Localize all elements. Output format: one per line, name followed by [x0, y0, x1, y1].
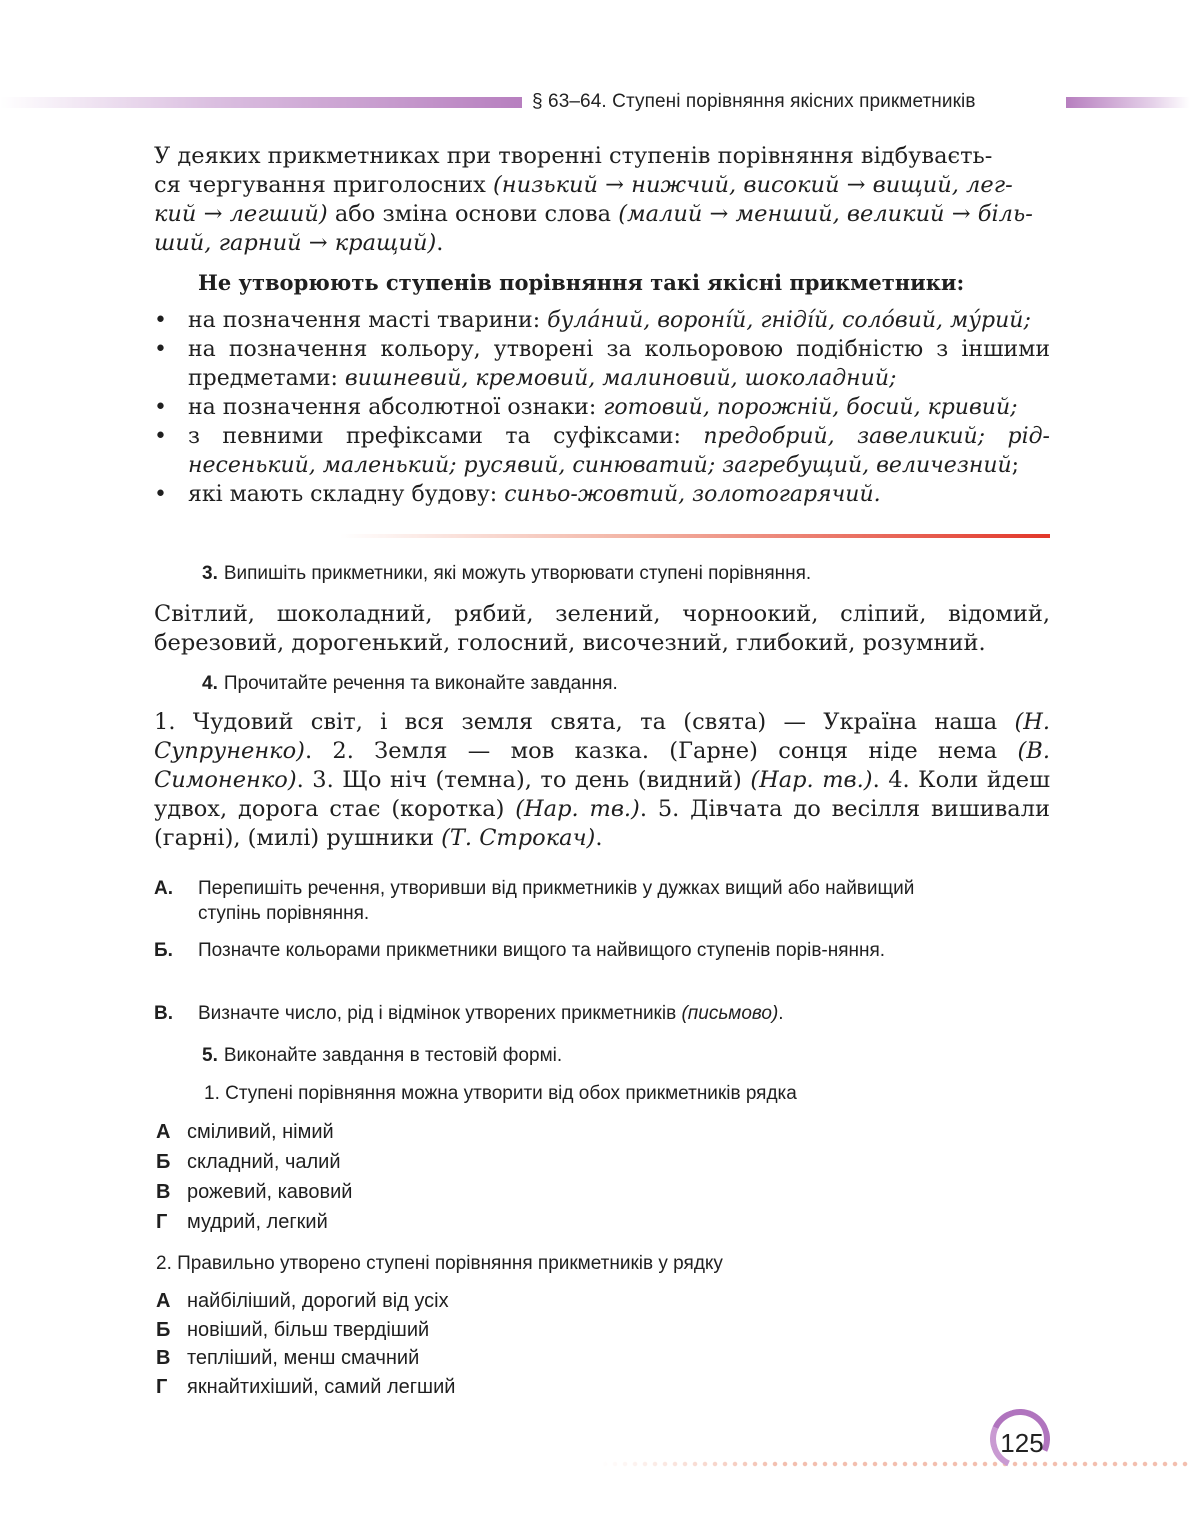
- intro-text: або зміна основи слова: [327, 201, 619, 227]
- option-text: рожевий, кавовий: [187, 1181, 353, 1203]
- subtask-letter: Б.: [154, 940, 173, 961]
- test-question-2: 2. Правильно утворено ступені порівняння прикметників у рядку: [156, 1253, 723, 1274]
- option-letter: Г: [156, 1211, 168, 1233]
- bullet-text: ;: [1011, 453, 1020, 478]
- bullet-item: [150, 335, 1050, 393]
- intro-examples: (низький → нижчий, високий → вищий, лег-: [493, 172, 1013, 198]
- intro-line-2: [154, 171, 1050, 200]
- option-letter: Б: [156, 1319, 171, 1341]
- bullet-dot-icon: •: [154, 482, 167, 507]
- intro-text: У деяких прикметниках при творенні ступенів порівняння відбуваєть-: [154, 143, 993, 169]
- task-4-sentences: [154, 708, 1050, 853]
- sentence-source: (Нар. тв.): [515, 796, 640, 822]
- subtask-text: [198, 1001, 958, 1026]
- bullet-text: на позначення кольору, утворені за кольоровою подібністю з іншими предметами:: [188, 337, 1050, 391]
- answer-option[interactable]: [156, 1347, 419, 1370]
- subtask-text-part: Визначте число, рід і відмінок утворених прикметників: [198, 1003, 682, 1024]
- bullet-text: на позначення абсолютної ознаки:: [188, 395, 604, 420]
- bullet-text: на позначення масті тварини:: [188, 308, 548, 333]
- page-number: 125: [1000, 1428, 1044, 1458]
- option-letter: В: [156, 1181, 171, 1203]
- header-title: § 63–64. Ступені порівняння якісних прикметників: [532, 91, 976, 112]
- section-divider: [340, 534, 1050, 538]
- task-number: 3.: [202, 563, 218, 584]
- subtask-text-part: .: [778, 1003, 784, 1024]
- subtask-text: Перепишіть речення, утворивши від прикметників у дужках вищий або найвищий ступінь порівняння.: [198, 878, 915, 924]
- bullet-examples: предобрий, завеликий; рід-несенький, маленький; русявий, синюватий; загребущий, величезний: [188, 424, 1050, 478]
- option-text: тепліший, менш смачний: [187, 1347, 420, 1369]
- subtask-letter: А.: [154, 878, 173, 899]
- bullet-text: які мають складну будову:: [188, 482, 505, 507]
- option-letter: Б: [156, 1151, 171, 1173]
- bullet-dot-icon: •: [154, 395, 167, 420]
- answer-option[interactable]: [156, 1121, 334, 1144]
- intro-paragraph: [154, 142, 1050, 258]
- bullet-text: з певними префіксами та суфіксами:: [188, 424, 704, 449]
- intro-text: .: [436, 230, 444, 256]
- bullet-examples: синьо-жовтий, золотогарячий.: [504, 482, 881, 507]
- header-decor-bar-left: [0, 97, 522, 108]
- intro-examples: ший, гарний → кращий): [154, 230, 437, 256]
- task-3-words: Світлий, шоколадний, рябий, зелений, чорноокий, сліпий, відомий, березовий, дорогенький, голосний, височезний, глибокий, розумний.: [154, 601, 1050, 656]
- bullet-examples: вишневий, кремовий, малиновий, шоколадний;: [344, 366, 897, 391]
- rule-heading: Не утворюють ступенів порівняння такі якісні прикметники:: [198, 270, 965, 295]
- bullet-item: [150, 480, 1050, 509]
- task-5-instruction: [202, 1045, 562, 1067]
- subtask-letter: В.: [154, 1003, 173, 1024]
- intro-line-4: [154, 229, 1050, 258]
- bullet-item: [150, 422, 1050, 480]
- bullet-dot-icon: •: [154, 308, 167, 333]
- task-number: 5.: [202, 1045, 218, 1066]
- sentence: .: [595, 825, 603, 851]
- sentence: . 2. Земля — мов казка. (Гарне) сонця ніде нема: [304, 738, 1018, 764]
- sentence-source: (Н. Супруненко): [154, 709, 1050, 764]
- option-text: якнайтихіший, самий легший: [187, 1376, 456, 1398]
- task-3-instruction: [202, 563, 811, 585]
- task-4-subtask-a: [154, 876, 958, 926]
- sentence: . 4. Коли йдеш удвох, дорога стає (коротка): [154, 767, 1050, 822]
- task-instruction: Виконайте завдання в тестовій формі.: [223, 1045, 563, 1066]
- answer-option[interactable]: [156, 1211, 328, 1234]
- intro-line-1: [154, 142, 1050, 171]
- sentence: . 3. Що ніч (темна), то день (видний): [296, 767, 751, 793]
- bullet-dot-icon: •: [154, 337, 167, 362]
- task-4-subtask-b: [154, 938, 958, 963]
- bullet-item: [150, 393, 1050, 422]
- footer-dots-fade: [600, 1458, 780, 1470]
- test-question-1: 1. Ступені порівняння можна утворити від обох прикметників рядка: [204, 1083, 797, 1104]
- sentence: . 5. Дівчата до весілля вишивали (гарні), (милі) рушники: [154, 796, 1050, 851]
- task-4-subtask-c: [154, 1001, 958, 1026]
- intro-line-3: [154, 200, 1050, 229]
- bullet-examples: була́ний, вороні́й, гніді́й, соло́вий, му́рий;: [547, 308, 1031, 333]
- intro-text: ся чергування приголосних: [154, 172, 493, 198]
- task-instruction: Прочитайте речення та виконайте завдання.: [223, 673, 618, 694]
- task-instruction: Випишіть прикметники, які можуть утворювати ступені порівняння.: [223, 563, 812, 584]
- option-text: складний, чалий: [187, 1151, 341, 1173]
- option-letter: Г: [156, 1376, 168, 1398]
- header-decor-bar-right: [1066, 97, 1190, 108]
- answer-option[interactable]: [156, 1181, 352, 1204]
- option-letter: В: [156, 1347, 171, 1369]
- sentence: 1. Чудовий світ, і вся земля свята, та (свята) — Україна наша: [154, 709, 1015, 735]
- bullet-dot-icon: •: [154, 424, 167, 449]
- answer-option[interactable]: [156, 1319, 429, 1342]
- task-4-instruction: [202, 673, 618, 695]
- option-letter: А: [156, 1121, 171, 1143]
- subtask-note: (письмово): [681, 1003, 779, 1024]
- task-number: 4.: [202, 673, 218, 694]
- option-text: найбіліший, дорогий від усіх: [187, 1290, 449, 1312]
- answer-option[interactable]: [156, 1376, 455, 1399]
- rule-bullet-list: [150, 306, 1050, 509]
- option-text: мудрий, легкий: [187, 1211, 328, 1233]
- bullet-examples: готовий, порожній, босий, кривий;: [603, 395, 1018, 420]
- option-letter: А: [156, 1290, 171, 1312]
- option-text: сміливий, німий: [187, 1121, 334, 1143]
- answer-option[interactable]: [156, 1290, 449, 1313]
- intro-examples: кий → легший): [154, 201, 328, 227]
- bullet-item: [150, 306, 1050, 335]
- option-text: новіший, більш твердіший: [187, 1319, 430, 1341]
- sentence-source: (Т. Строкач): [441, 825, 596, 851]
- subtask-text: Позначте кольорами прикметники вищого та найвищого ступенів порів-няння.: [198, 940, 886, 961]
- sentence-source: (В. Симоненко): [154, 738, 1050, 793]
- answer-option[interactable]: [156, 1151, 341, 1174]
- intro-examples: (малий → менший, великий → біль-: [618, 201, 1033, 227]
- sentence-source: (Нар. тв.): [750, 767, 873, 793]
